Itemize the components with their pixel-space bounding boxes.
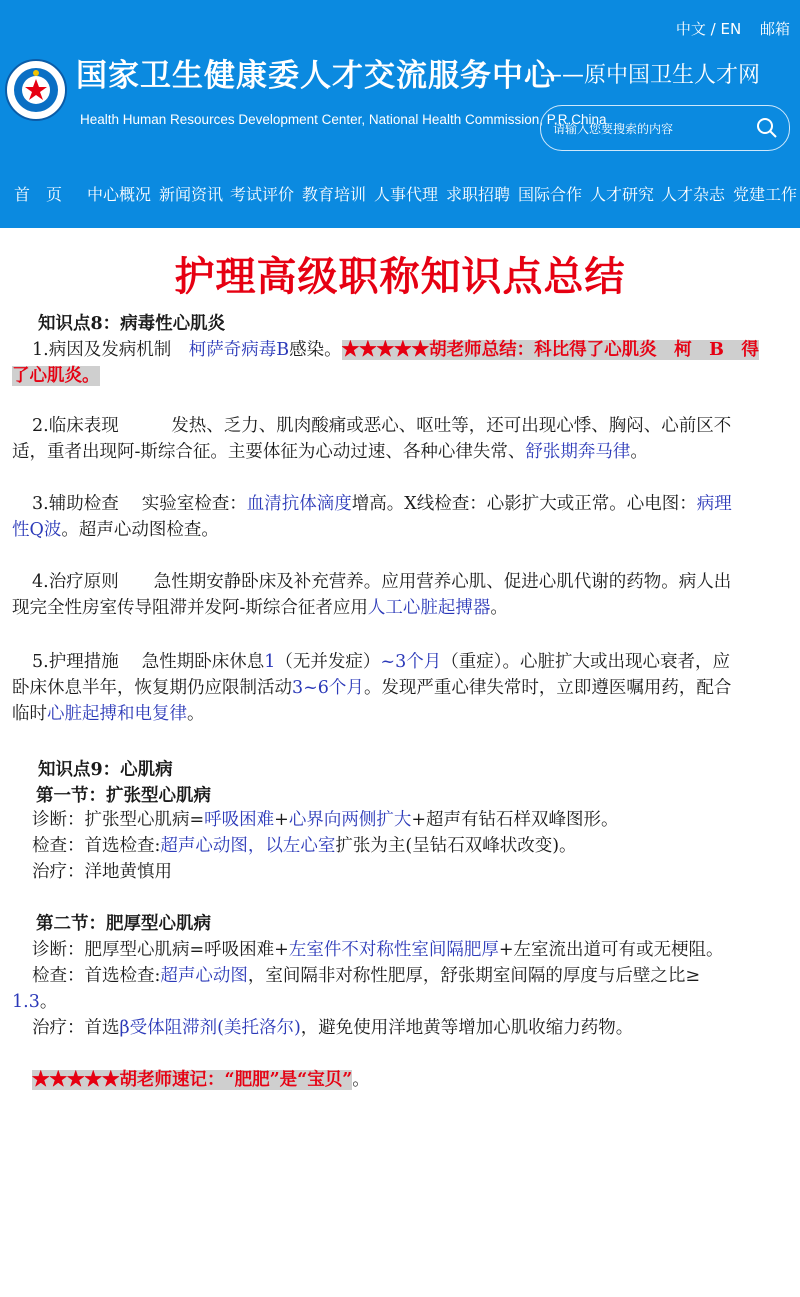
text: +左室流出道可有或无梗阻。: [498, 940, 724, 960]
page-title: 护理高级职称知识点总结: [174, 254, 626, 300]
text: 。超声心动图检查。: [61, 520, 219, 540]
kp8-p3-line1: [32, 492, 732, 516]
kp9-heading: 知识点9：心肌病: [38, 760, 173, 780]
nav-item-magazine[interactable]: 人才杂志: [661, 185, 726, 204]
main-nav: [0, 178, 800, 212]
keyword: 柯萨奇病毒B: [188, 340, 290, 360]
keyword: 1.3: [12, 992, 40, 1012]
keyword: 左室件不对称性室间隔肥厚: [288, 940, 499, 960]
kp8-p4-line1: 4.治疗原则 急性期安静卧床及补充营养。应用营养心肌、促进心肌代谢的药物。病人出: [32, 572, 732, 592]
text: 扩张为主(呈钻石双峰状改变)。: [335, 836, 577, 856]
keyword: 心界向两侧扩大: [288, 810, 412, 830]
text: 。: [490, 598, 508, 618]
kp8-p1-line1: [32, 338, 759, 362]
language-switch[interactable]: 中文 / EN: [675, 20, 742, 38]
kp9-s1-treatment: 治疗：洋地黄慎用: [32, 862, 172, 882]
keyword: 超声心动图: [160, 966, 248, 986]
text: +超声有钻石样双峰图形。: [411, 810, 619, 830]
kp9-s1-check: [32, 834, 577, 858]
text: 检查：首选检查:: [32, 836, 161, 856]
keyword: 呼吸困难: [204, 810, 275, 830]
kp8-p3-line2: [12, 518, 219, 542]
text: 5.护理措施 急性期卧床休息: [32, 652, 265, 672]
kp9-section2-heading: 第二节：肥厚型心肌病: [36, 914, 211, 934]
keyword: β受体阻滞剂(美托洛尔): [119, 1018, 301, 1038]
kp9-s2-check-line1: [32, 964, 700, 988]
tip-highlight: ★★★★★胡老师总结：科比得了心肌炎 柯 B 得: [341, 340, 759, 360]
text: 诊断：扩张型心肌病=: [32, 810, 205, 830]
keyword: ~3个月: [380, 652, 442, 672]
nav-item-news[interactable]: 新闻资讯: [159, 185, 224, 204]
text: 3.辅助检查 实验室检查：: [32, 494, 247, 514]
text: 治疗：首选: [32, 1018, 120, 1038]
organization-name-en: Health Human Resources Development Center, National Health Commission, P.R.China: [80, 112, 607, 127]
top-links: [670, 18, 790, 39]
text: （重症）。心脏扩大或出现心衰者，应: [441, 652, 730, 672]
kp8-p5-line1: [32, 650, 730, 674]
kp8-p1-line2: [12, 364, 100, 388]
kp8-p5-line2: [12, 676, 731, 700]
site-header-banner: [0, 0, 800, 228]
text: 。: [187, 704, 205, 724]
text: 增高。X线检查：心影扩大或正常。心电图：: [351, 494, 697, 514]
keyword: 1: [264, 652, 276, 672]
nav-item-international[interactable]: 国际合作: [518, 185, 583, 204]
keyword: 心脏起搏和电复律: [47, 704, 187, 724]
keyword: 病理: [696, 494, 732, 514]
kp9-s2-treatment: [32, 1016, 633, 1040]
tip-highlight: 了心肌炎。: [12, 366, 100, 386]
nav-item-training[interactable]: 教育培训: [302, 185, 367, 204]
kp9-s2-check-line2: [12, 990, 57, 1014]
memo-line: [32, 1068, 370, 1092]
nav-item-personnel[interactable]: 人事代理: [374, 185, 439, 204]
text: 临时: [12, 704, 47, 724]
search-icon[interactable]: [755, 116, 779, 140]
search-box[interactable]: [540, 105, 790, 151]
text: 。: [39, 992, 58, 1012]
nav-item-home[interactable]: 首 页: [14, 185, 63, 204]
kp9-s1-diagnosis: [32, 808, 619, 832]
memo-highlight: ★★★★★胡老师速记：“肥肥”是“宝贝”: [32, 1070, 353, 1090]
text: 卧床休息半年，恢复期仍应限制活动: [12, 678, 292, 698]
organization-former-name: ——原中国卫生人才网: [540, 63, 761, 88]
keyword: 3~6个月: [292, 678, 364, 698]
kp9-s2-diagnosis: [32, 938, 724, 962]
keyword: 血清抗体滴度: [246, 494, 352, 514]
nav-item-about[interactable]: 中心概况: [87, 185, 152, 204]
keyword: 性Q波: [12, 520, 62, 540]
text: 诊断：肥厚型心肌病=呼吸困难+: [32, 940, 289, 960]
text: 适，重者出现阿-斯综合征。主要体征为心动过速、各种心律失常、: [12, 442, 526, 462]
kp8-p2-line1: 2.临床表现 发热、乏力、肌肉酸痛或恶心、呕吐等，还可出现心悸、胸闷、心前区不: [32, 416, 732, 436]
organization-name-cn: 国家卫生健康委人才交流服务中心: [76, 58, 556, 94]
kp8-heading: 知识点8：病毒性心肌炎: [38, 314, 226, 334]
search-placeholder: 请输入您要搜索的内容: [553, 122, 674, 136]
text: 检查：首选检查:: [32, 966, 161, 986]
text: 。: [352, 1070, 370, 1090]
mail-link[interactable]: 邮箱: [759, 20, 790, 38]
kp9-section1-heading: 第一节：扩张型心肌病: [36, 786, 211, 806]
text: 感染。: [289, 340, 342, 360]
text: ，避免使用洋地黄等增加心肌收缩力药物。: [300, 1018, 634, 1038]
text: +: [274, 810, 289, 830]
nav-item-research[interactable]: 人才研究: [590, 185, 655, 204]
nav-item-jobs[interactable]: 求职招聘: [446, 185, 511, 204]
nav-item-party[interactable]: 党建工作: [733, 185, 798, 204]
nav-item-exam[interactable]: 考试评价: [230, 185, 295, 204]
kp8-p5-line3: [12, 702, 205, 726]
keyword: 超声心动图，以左心室: [160, 836, 336, 856]
kp8-p2-line2: [12, 440, 648, 464]
keyword: 人工心脏起搏器: [367, 598, 491, 618]
organization-logo: [4, 30, 68, 140]
text: 。: [630, 442, 648, 462]
text: 。发现严重心律失常时，立即遵医嘱用药，配合: [363, 678, 732, 698]
text: （无并发症）: [275, 652, 381, 672]
text: ，室间隔非对称性肥厚，舒张期室间隔的厚度与后壁之比≥: [247, 966, 701, 986]
text: 1.病因及发病机制: [32, 340, 189, 360]
keyword: 舒张期奔马律: [525, 442, 631, 462]
text: 现完全性房室传导阻滞并发阿-斯综合征者应用: [12, 598, 368, 618]
kp8-p4-line2: [12, 596, 508, 620]
